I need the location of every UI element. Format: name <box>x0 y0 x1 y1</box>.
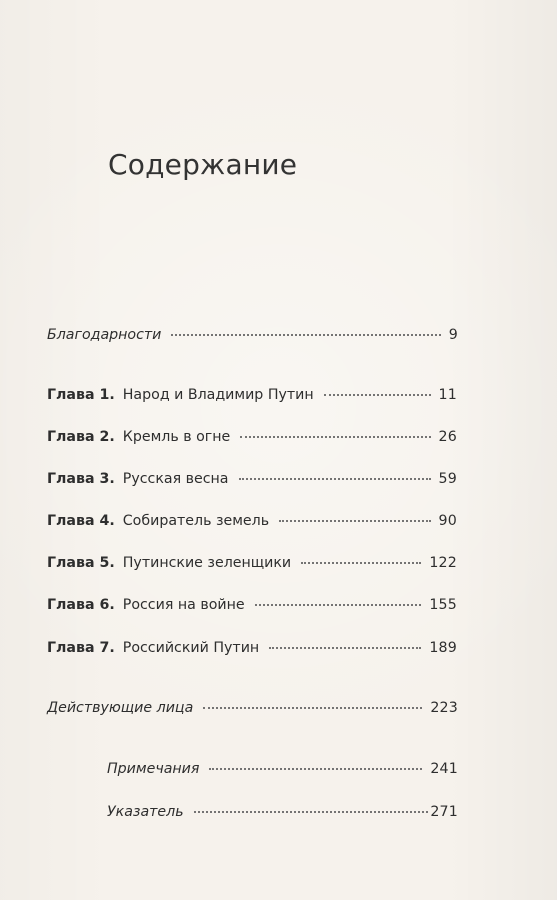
dot-leader <box>301 562 421 564</box>
chapter-prefix: Глава 1. <box>47 387 115 403</box>
dot-leader <box>255 604 422 606</box>
toc-entry-label: Примечания <box>107 761 200 777</box>
toc-page-number: 271 <box>430 804 458 820</box>
toc-entry-notes <box>107 761 458 785</box>
dot-leader <box>239 478 431 480</box>
dot-leader <box>324 394 431 396</box>
toc-page-number: 59 <box>438 471 457 487</box>
toc-entry-label: Действующие лица <box>47 700 194 716</box>
chapter-title: Россия на войне <box>122 597 245 613</box>
chapter-prefix: Глава 6. <box>47 597 115 613</box>
toc-page-number: 11 <box>438 387 457 403</box>
toc-entry-chapter-5 <box>47 555 457 579</box>
dot-leader <box>279 520 430 522</box>
toc-page-number: 241 <box>430 761 458 777</box>
page-title: Содержание <box>108 148 298 181</box>
toc-entry-chapter-6 <box>47 597 457 621</box>
toc-page-number: 189 <box>429 640 457 656</box>
toc-entry-chapter-3 <box>47 471 457 495</box>
dot-leader <box>269 647 421 649</box>
toc-entry-persons <box>47 700 458 724</box>
toc-page-number: 155 <box>429 597 457 613</box>
chapter-title: Русская весна <box>122 471 229 487</box>
chapter-prefix: Глава 4. <box>47 513 115 529</box>
chapter-title: Кремль в огне <box>122 429 231 445</box>
chapter-title: Народ и Владимир Путин <box>122 387 314 403</box>
toc-entry-chapter-7 <box>47 640 457 664</box>
toc-entry-chapter-4 <box>47 513 457 537</box>
chapter-title: Собиратель земель <box>122 513 270 529</box>
toc-page-number: 223 <box>430 700 458 716</box>
chapter-prefix: Глава 5. <box>47 555 115 571</box>
toc-page-number: 9 <box>448 327 458 343</box>
dot-leader <box>194 811 429 813</box>
chapter-prefix: Глава 3. <box>47 471 115 487</box>
toc-entry-chapter-2 <box>47 429 457 453</box>
chapter-title: Российский Путин <box>122 640 260 656</box>
toc-entry-label: Благодарности <box>47 327 162 343</box>
chapter-title: Путинские зеленщики <box>122 555 292 571</box>
toc-entry-chapter-1 <box>47 387 457 411</box>
chapter-prefix: Глава 7. <box>47 640 115 656</box>
toc-entry-acknowledgments <box>47 327 458 351</box>
toc-page-number: 90 <box>438 513 457 529</box>
dot-leader <box>203 707 422 709</box>
dot-leader <box>209 768 422 770</box>
toc-entry-label: Указатель <box>107 804 184 820</box>
toc-entry-index <box>107 804 458 828</box>
dot-leader <box>240 436 430 438</box>
toc-page-number: 122 <box>429 555 457 571</box>
chapter-prefix: Глава 2. <box>47 429 115 445</box>
dot-leader <box>171 334 440 336</box>
toc-page-number: 26 <box>438 429 457 445</box>
